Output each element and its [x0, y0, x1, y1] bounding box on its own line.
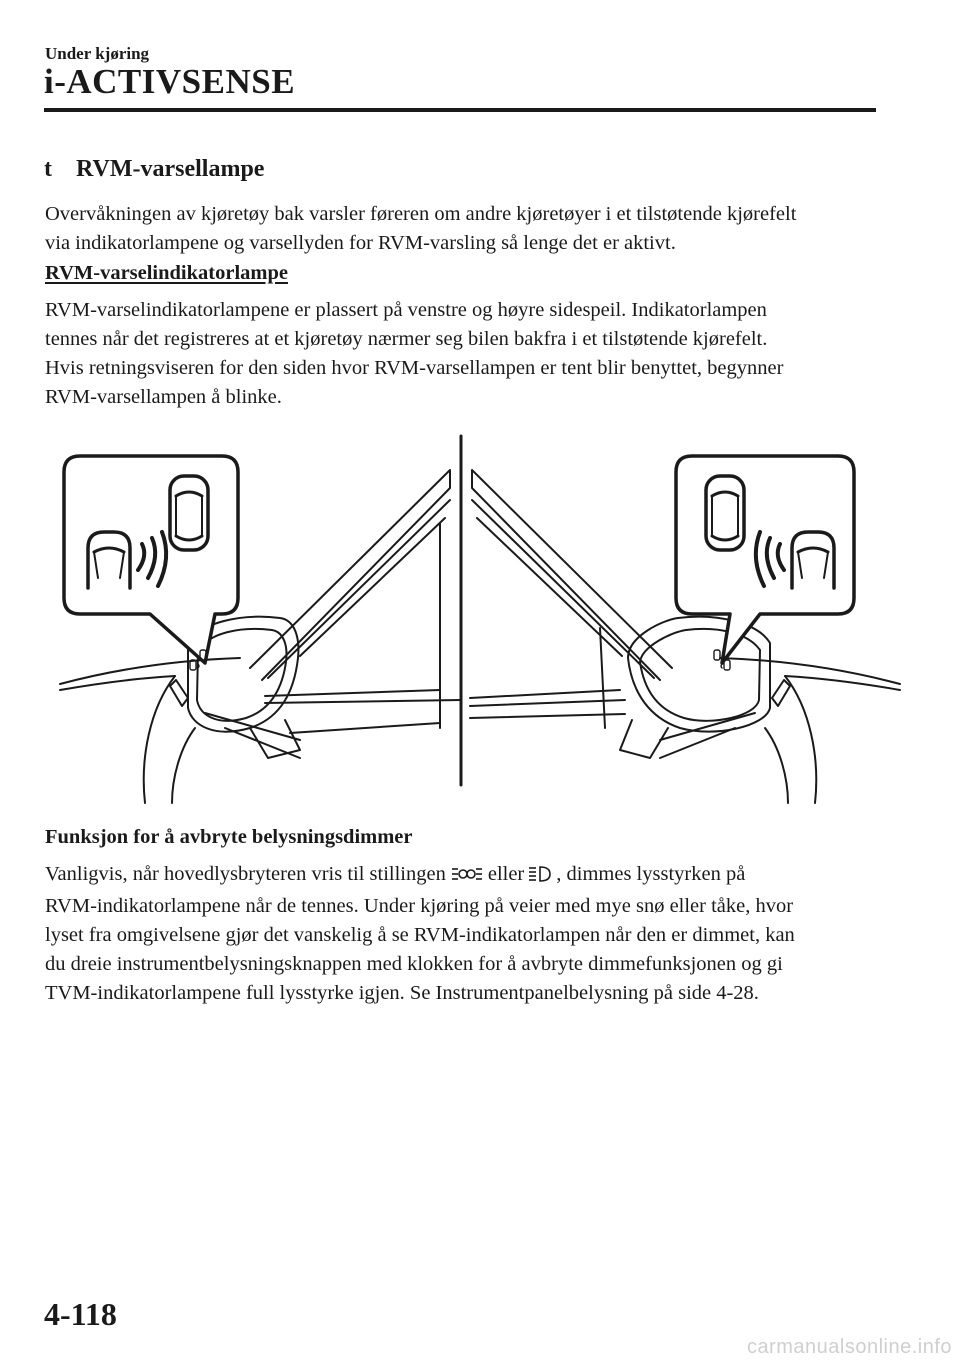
headlight-icon: [528, 863, 552, 892]
dimmer-paragraph: [45, 860, 880, 1008]
mirror-illustration: [0, 428, 960, 808]
section-heading: [44, 156, 264, 183]
dimmer-text: Vanligvis, når hovedlysbryteren vris til stillingen: [45, 863, 446, 885]
indicator-line: RVM-varsellampen å blinke.: [45, 386, 282, 408]
parking-light-icon: [450, 863, 484, 892]
dimmer-line: [45, 860, 880, 892]
left-callout: [64, 456, 238, 663]
right-side-mirror: [620, 617, 790, 758]
dimmer-text: , dimmes lysstyrken på: [556, 863, 746, 885]
dimmer-line: lyset fra omgivelsene gjør det vanskelig å se RVM-indikatorlampen når den er dimmet, kan: [45, 924, 795, 946]
watermark: carmanualsonline.info: [746, 1336, 952, 1358]
intro-line: Overvåkningen av kjøretøy bak varsler føreren om andre kjøretøyer i et tilstøtende kjørefelt: [45, 203, 797, 225]
section-bullet: t: [44, 156, 52, 182]
dimmer-line: TVM-indikatorlampene full lysstyrke igjen. Se Instrumentpanelbelysning på side 4-28.: [45, 982, 759, 1004]
section-label: Under kjøring: [45, 44, 150, 63]
heading-divider: [44, 108, 876, 112]
dimmer-line: du dreie instrumentbelysningsknappen med klokken for å avbryte dimmefunksjonen og gi: [45, 953, 783, 975]
indicator-line: RVM-varselindikatorlampene er plassert på venstre og høyre sidespeil. Indikatorlampen: [45, 299, 767, 321]
section-title: RVM-varsellampe: [76, 156, 265, 182]
dimmer-line: RVM-indikatorlampene når de tennes. Under kjøring på veier med mye snø eller tåke, hvor: [45, 895, 794, 917]
intro-paragraph: [45, 200, 880, 258]
indicator-heading: RVM-varselindikatorlampe: [45, 262, 288, 284]
page-title: i-ACTIVSENSE: [44, 62, 296, 101]
intro-line: via indikatorlampene og varsellyden for RVM-varsling så lenge det er aktivt.: [45, 232, 676, 254]
indicator-line: Hvis retningsviseren for den siden hvor RVM-varsellampen er tent blir benyttet, begynner: [45, 357, 784, 379]
dimmer-text: eller: [487, 863, 525, 885]
page-number: 4-118: [44, 1296, 117, 1332]
dimmer-heading: Funksjon for å avbryte belysningsdimmer: [45, 826, 413, 848]
indicator-line: tennes når det registreres at et kjøretøy nærmer seg bilen bakfra i et tilstøtende kjørefelt.: [45, 328, 768, 350]
indicator-paragraph: [45, 296, 880, 412]
